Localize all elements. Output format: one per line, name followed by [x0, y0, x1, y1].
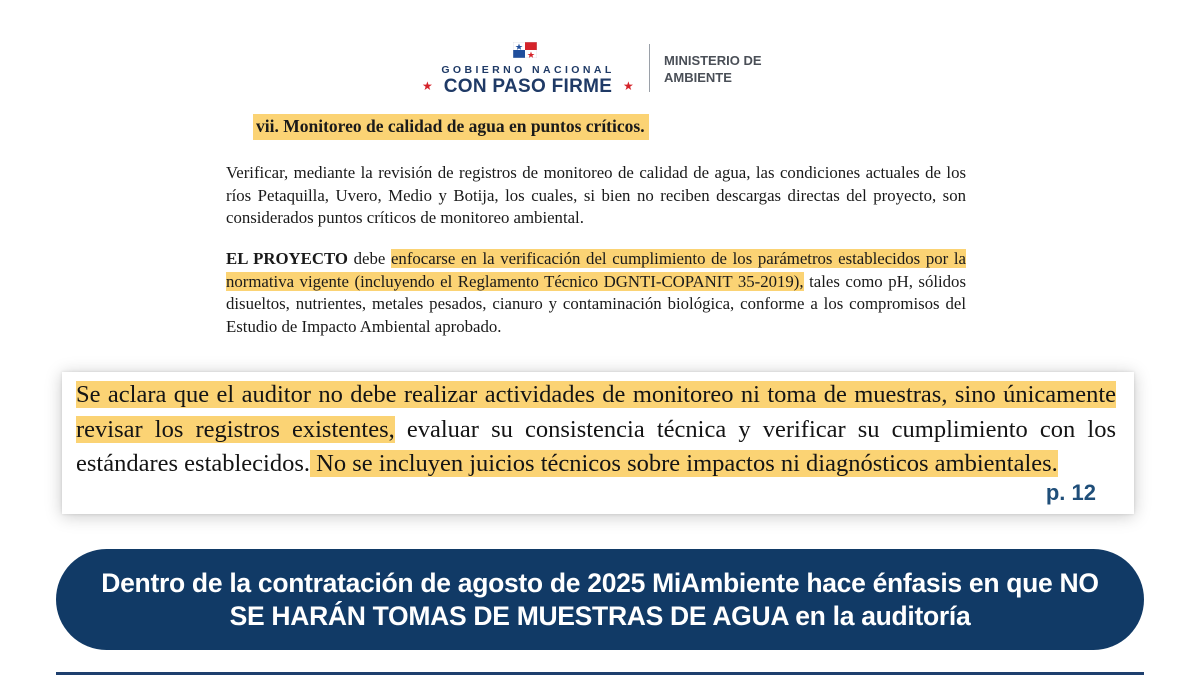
excerpt-highlight-2: No se incluyen juicios técnicos sobre impactos ni diagnósticos ambientales. — [310, 450, 1058, 477]
ministry-line-2: AMBIENTE — [664, 70, 732, 85]
panama-flag-icon — [513, 42, 537, 58]
paragraph-project — [226, 248, 966, 338]
summary-banner — [56, 549, 1144, 650]
paragraph-text-a: debe — [347, 249, 391, 268]
header-logos — [418, 40, 788, 102]
page-reference: p. 12 — [1045, 480, 1096, 505]
ministry-line-1: MINISTERIO DE — [664, 53, 762, 68]
paragraph-highlight: enfocarse en la verificación del cumplimiento de los parámetros establecidos por la normativa vigente (incluyendo el Reglamento Técnico DGNTI-COPANIT 35-2019), — [226, 249, 966, 291]
excerpt-text — [76, 378, 1116, 482]
paragraph-text-b: tales como pH, sólidos disueltos, nutrientes, metales pesados, cianuro y contaminación biológica, conforme a los compromisos del Estudio de Impacto Ambiental aprobado. — [226, 271, 966, 336]
ministry-name — [664, 52, 804, 86]
paragraph-monitoring: Verificar, mediante la revisión de registros de monitoreo de calidad de agua, las condiciones actuales de los ríos Petaquilla, Uvero, Medio y Botija, los cuales, si bien no reciben descargas directas del proyecto, son considerados puntos críticos de monitoreo ambiental. — [226, 163, 966, 227]
section-title: vii. Monitoreo de calidad de agua en puntos críticos. — [253, 114, 649, 140]
logo-divider — [649, 44, 650, 92]
excerpt-card — [62, 372, 1134, 514]
project-lead: EL PROYECTO — [226, 249, 348, 268]
star-icon: ★ — [422, 79, 433, 93]
gov-slogan: CON PASO FIRME — [443, 76, 613, 97]
gov-name-small: GOBIERNO NACIONAL — [441, 64, 615, 76]
banner-text: Dentro de la contratación de agosto de 2025 MiAmbiente hace énfasis en que NO SE HARÁN TOMAS DE MUESTRAS DE AGUA en la auditoría — [101, 567, 1099, 631]
excerpt-highlight-1: Se aclara que el auditor no debe realizar actividades de monitoreo ni toma de muestras, sino únicamente revisar los registros existentes, — [76, 381, 1116, 443]
excerpt-plain: evaluar su consistencia técnica y verificar su cumplimiento con los estándares establecidos. — [76, 415, 1116, 477]
star-icon: ★ — [623, 79, 634, 93]
